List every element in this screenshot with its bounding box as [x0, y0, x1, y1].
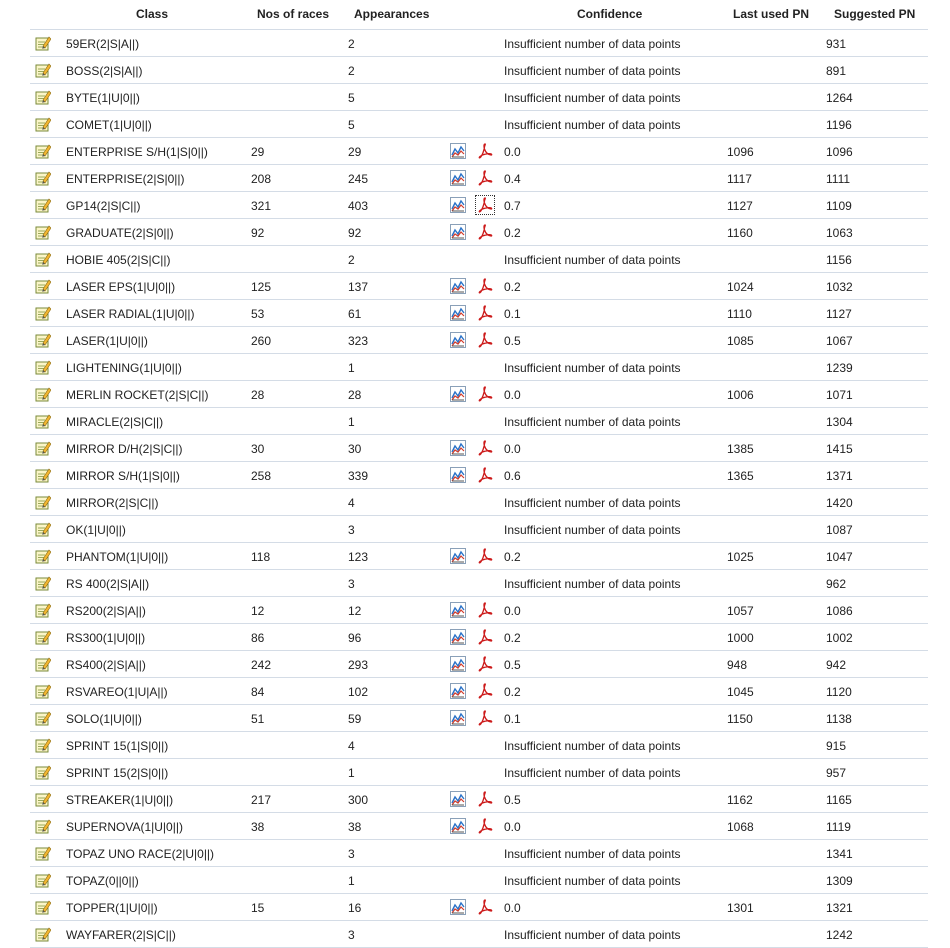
edit-icon[interactable]: [35, 359, 51, 375]
edit-icon[interactable]: [35, 656, 51, 672]
edit-icon[interactable]: [35, 548, 51, 564]
confidence-cell: 0.2: [504, 631, 521, 645]
table-row: [30, 570, 928, 597]
header-appearances[interactable]: Appearances: [354, 7, 430, 21]
races-cell: 28: [251, 388, 265, 402]
appearances-cell: 30: [348, 442, 362, 456]
confidence-cell: Insufficient number of data points: [504, 64, 681, 78]
last-used-pn-cell: 1117: [727, 172, 752, 186]
table-row: [30, 597, 928, 624]
pdf-icon[interactable]: [476, 628, 494, 646]
appearances-cell: 5: [348, 118, 355, 132]
last-used-pn-cell: 1301: [727, 901, 754, 915]
appearances-cell: 59: [348, 712, 362, 726]
confidence-cell: 0.5: [504, 658, 521, 672]
class-cell: RSVAREO(1|U|A||): [66, 685, 168, 699]
edit-icon[interactable]: [35, 872, 51, 888]
table-row: [30, 678, 928, 705]
races-cell: 258: [251, 469, 272, 483]
class-cell: SPRINT 15(2|S|0||): [66, 766, 169, 780]
edit-icon[interactable]: [35, 305, 51, 321]
suggested-pn-cell: 1120: [826, 685, 852, 699]
appearances-cell: 92: [348, 226, 362, 240]
handicap-table: [30, 0, 928, 948]
suggested-pn-cell: 1415: [826, 442, 853, 456]
class-cell: ENTERPRISE(2|S|0||): [66, 172, 185, 186]
table-row: [30, 759, 928, 786]
suggested-pn-cell: 891: [826, 64, 847, 78]
edit-icon[interactable]: [35, 899, 51, 915]
suggested-pn-cell: 1002: [826, 631, 853, 645]
confidence-cell: 0.2: [504, 280, 521, 294]
races-cell: 321: [251, 199, 272, 213]
table-row: [30, 624, 928, 651]
appearances-cell: 5: [348, 91, 355, 105]
table-row: [30, 138, 928, 165]
header-class[interactable]: Class: [136, 7, 169, 21]
confidence-cell: 0.1: [504, 712, 521, 726]
races-cell: 12: [251, 604, 265, 618]
table-row: [30, 219, 928, 246]
confidence-cell: Insufficient number of data points: [504, 118, 681, 132]
appearances-cell: 3: [348, 928, 355, 942]
appearances-cell: 1: [348, 415, 355, 429]
suggested-pn-cell: 1321: [826, 901, 853, 915]
confidence-cell: 0.0: [504, 442, 521, 456]
appearances-cell: 403: [348, 199, 369, 213]
confidence-cell: 0.5: [504, 334, 521, 348]
chart-icon[interactable]: [450, 332, 466, 348]
pdf-icon[interactable]: [476, 277, 494, 295]
table-row: [30, 111, 928, 138]
appearances-cell: 102: [348, 685, 369, 699]
last-used-pn-cell: 1160: [727, 226, 753, 240]
races-cell: 30: [251, 442, 265, 456]
races-cell: 29: [251, 145, 265, 159]
table-row: [30, 705, 928, 732]
edit-icon[interactable]: [35, 926, 51, 942]
pdf-icon[interactable]: [476, 547, 494, 565]
chart-icon[interactable]: [450, 791, 466, 807]
edit-icon[interactable]: [35, 818, 51, 834]
edit-icon[interactable]: [35, 521, 51, 537]
suggested-pn-cell: 957: [826, 766, 847, 780]
chart-icon[interactable]: [450, 170, 466, 186]
suggested-pn-cell: 1239: [826, 361, 853, 375]
suggested-pn-cell: 931: [826, 37, 847, 51]
table-row: [30, 84, 928, 111]
table-row: [30, 840, 928, 867]
pdf-icon[interactable]: [476, 223, 494, 241]
class-cell: SUPERNOVA(1|U|0||): [66, 820, 183, 834]
table-row: [30, 30, 928, 57]
class-cell: LASER EPS(1|U|0||): [66, 280, 176, 294]
table-row: [30, 192, 928, 219]
confidence-cell: Insufficient number of data points: [504, 253, 681, 267]
appearances-cell: 3: [348, 523, 355, 537]
appearances-cell: 61: [348, 307, 362, 321]
class-cell: MIRACLE(2|S|C||): [66, 415, 164, 429]
edit-icon[interactable]: [35, 602, 51, 618]
confidence-cell: 0.2: [504, 685, 521, 699]
pdf-icon[interactable]: [476, 709, 494, 727]
pdf-icon[interactable]: [476, 817, 494, 835]
confidence-cell: 0.6: [504, 469, 521, 483]
pdf-icon[interactable]: [476, 142, 494, 160]
suggested-pn-cell: 1371: [826, 469, 853, 483]
confidence-cell: 0.5: [504, 793, 521, 807]
appearances-cell: 1: [348, 874, 355, 888]
confidence-cell: 0.0: [504, 820, 521, 834]
header-suggested-pn[interactable]: Suggested PN: [834, 7, 916, 21]
chart-icon[interactable]: [450, 683, 466, 699]
edit-icon[interactable]: [35, 386, 51, 402]
appearances-cell: 3: [348, 847, 355, 861]
edit-icon[interactable]: [35, 494, 51, 510]
last-used-pn-cell: 1024: [727, 280, 754, 294]
table-row: [30, 435, 928, 462]
last-used-pn-cell: 1006: [727, 388, 754, 402]
table-row: [30, 327, 928, 354]
class-cell: LASER(1|U|0||): [66, 334, 148, 348]
suggested-pn-cell: 915: [826, 739, 847, 753]
appearances-cell: 339: [348, 469, 369, 483]
chart-icon[interactable]: [450, 548, 466, 564]
confidence-cell: Insufficient number of data points: [504, 874, 681, 888]
pdf-icon[interactable]: [476, 385, 494, 403]
class-cell: COMET(1|U|0||): [66, 118, 152, 132]
appearances-cell: 245: [348, 172, 369, 186]
edit-icon[interactable]: [35, 116, 51, 132]
confidence-cell: 0.0: [504, 388, 521, 402]
table-row: [30, 354, 928, 381]
suggested-pn-cell: 1071: [826, 388, 853, 402]
last-used-pn-cell: 948: [727, 658, 748, 672]
table-row: [30, 408, 928, 435]
suggested-pn-cell: 1242: [826, 928, 853, 942]
class-cell: WAYFARER(2|S|C||): [66, 928, 176, 942]
confidence-cell: 0.2: [504, 550, 521, 564]
chart-icon[interactable]: [450, 224, 466, 240]
class-cell: 59ER(2|S|A||): [66, 37, 140, 51]
suggested-pn-cell: 1063: [826, 226, 853, 240]
table-row: [30, 867, 928, 894]
appearances-cell: 323: [348, 334, 369, 348]
suggested-pn-cell: 1420: [826, 496, 853, 510]
last-used-pn-cell: 1385: [727, 442, 754, 456]
races-cell: 86: [251, 631, 265, 645]
chart-icon[interactable]: [450, 197, 466, 213]
edit-icon[interactable]: [35, 467, 51, 483]
suggested-pn-cell: 1067: [826, 334, 853, 348]
chart-icon[interactable]: [450, 602, 466, 618]
chart-icon[interactable]: [450, 629, 466, 645]
class-cell: RS300(1|U|0||): [66, 631, 146, 645]
suggested-pn-cell: 1138: [826, 712, 852, 726]
edit-icon[interactable]: [35, 197, 51, 213]
edit-icon[interactable]: [35, 440, 51, 456]
edit-icon[interactable]: [35, 332, 51, 348]
last-used-pn-cell: 1045: [727, 685, 754, 699]
class-cell: TOPAZ(0||0||): [66, 874, 139, 888]
edit-icon[interactable]: [35, 845, 51, 861]
last-used-pn-cell: 1057: [727, 604, 754, 618]
races-cell: 15: [251, 901, 265, 915]
appearances-cell: 123: [348, 550, 369, 564]
pdf-icon[interactable]: [476, 331, 494, 349]
chart-icon[interactable]: [450, 818, 466, 834]
class-cell: LIGHTENING(1|U|0||): [66, 361, 182, 375]
suggested-pn-cell: 1096: [826, 145, 853, 159]
edit-icon[interactable]: [35, 710, 51, 726]
chart-icon[interactable]: [450, 899, 466, 915]
edit-icon[interactable]: [35, 575, 51, 591]
table-row: [30, 381, 928, 408]
edit-icon[interactable]: [35, 278, 51, 294]
pdf-icon[interactable]: [476, 601, 494, 619]
pdf-icon[interactable]: [476, 169, 494, 187]
class-cell: ENTERPRISE S/H(1|S|0||): [66, 145, 208, 159]
class-cell: SPRINT 15(1|S|0||): [66, 739, 169, 753]
suggested-pn-cell: 1341: [826, 847, 853, 861]
edit-icon[interactable]: [35, 35, 51, 51]
confidence-cell: Insufficient number of data points: [504, 847, 681, 861]
confidence-cell: Insufficient number of data points: [504, 496, 681, 510]
races-cell: 260: [251, 334, 272, 348]
races-cell: 208: [251, 172, 272, 186]
races-cell: 118: [251, 550, 271, 564]
edit-icon[interactable]: [35, 170, 51, 186]
header-confidence[interactable]: Confidence: [577, 7, 643, 21]
races-cell: 217: [251, 793, 272, 807]
suggested-pn-cell: 1196: [826, 118, 852, 132]
chart-icon[interactable]: [450, 656, 466, 672]
confidence-cell: 0.4: [504, 172, 521, 186]
class-cell: GP14(2|S|C||): [66, 199, 141, 213]
suggested-pn-cell: 1264: [826, 91, 853, 105]
confidence-cell: Insufficient number of data points: [504, 523, 681, 537]
appearances-cell: 1: [348, 766, 355, 780]
appearances-cell: 96: [348, 631, 362, 645]
confidence-cell: Insufficient number of data points: [504, 739, 681, 753]
appearances-cell: 4: [348, 496, 355, 510]
table-row: [30, 651, 928, 678]
class-cell: GRADUATE(2|S|0||): [66, 226, 174, 240]
edit-icon[interactable]: [35, 413, 51, 429]
table-row: [30, 57, 928, 84]
edit-icon[interactable]: [35, 764, 51, 780]
table-body: [30, 30, 928, 948]
confidence-cell: Insufficient number of data points: [504, 766, 681, 780]
table-row: [30, 246, 928, 273]
confidence-cell: 0.7: [504, 199, 521, 213]
table-row: [30, 894, 928, 921]
edit-icon[interactable]: [35, 683, 51, 699]
pdf-icon[interactable]: [476, 466, 494, 484]
appearances-cell: 137: [348, 280, 369, 294]
appearances-cell: 4: [348, 739, 355, 753]
last-used-pn-cell: 1150: [727, 712, 753, 726]
confidence-cell: Insufficient number of data points: [504, 928, 681, 942]
last-used-pn-cell: 1068: [727, 820, 754, 834]
confidence-cell: Insufficient number of data points: [504, 91, 681, 105]
class-cell: RS 400(2|S|A||): [66, 577, 150, 591]
edit-icon[interactable]: [35, 143, 51, 159]
confidence-cell: Insufficient number of data points: [504, 361, 681, 375]
suggested-pn-cell: 962: [826, 577, 847, 591]
pdf-icon[interactable]: [476, 439, 494, 457]
chart-icon[interactable]: [450, 386, 466, 402]
confidence-cell: Insufficient number of data points: [504, 577, 681, 591]
appearances-cell: 293: [348, 658, 369, 672]
suggested-pn-cell: 942: [826, 658, 847, 672]
appearances-cell: 29: [348, 145, 362, 159]
races-cell: 242: [251, 658, 272, 672]
header-races[interactable]: Nos of races: [257, 7, 330, 21]
suggested-pn-cell: 1086: [826, 604, 853, 618]
pdf-icon[interactable]: [476, 196, 494, 214]
appearances-cell: 28: [348, 388, 362, 402]
suggested-pn-cell: 1111: [826, 172, 851, 186]
class-cell: MERLIN ROCKET(2|S|C||): [66, 388, 209, 402]
table-row: [30, 300, 928, 327]
class-cell: MIRROR S/H(1|S|0||): [66, 469, 180, 483]
races-cell: 53: [251, 307, 265, 321]
table-header: [30, 0, 928, 30]
class-cell: BOSS(2|S|A||): [66, 64, 143, 78]
appearances-cell: 12: [348, 604, 362, 618]
suggested-pn-cell: 1165: [826, 793, 852, 807]
pdf-icon[interactable]: [476, 655, 494, 673]
class-cell: RS200(2|S|A||): [66, 604, 146, 618]
table-row: [30, 165, 928, 192]
edit-icon[interactable]: [35, 224, 51, 240]
pdf-icon[interactable]: [476, 790, 494, 808]
last-used-pn-cell: 1110: [727, 307, 752, 321]
chart-icon[interactable]: [450, 305, 466, 321]
suggested-pn-cell: 1127: [826, 307, 852, 321]
chart-icon[interactable]: [450, 710, 466, 726]
chart-icon[interactable]: [450, 467, 466, 483]
pdf-icon[interactable]: [476, 898, 494, 916]
class-cell: TOPPER(1|U|0||): [66, 901, 158, 915]
last-used-pn-cell: 1096: [727, 145, 754, 159]
suggested-pn-cell: 1109: [826, 199, 852, 213]
appearances-cell: 2: [348, 64, 355, 78]
class-cell: SOLO(1|U|0||): [66, 712, 142, 726]
edit-icon[interactable]: [35, 89, 51, 105]
appearances-cell: 16: [348, 901, 362, 915]
class-cell: RS400(2|S|A||): [66, 658, 146, 672]
edit-icon[interactable]: [35, 737, 51, 753]
header-last-used-pn[interactable]: Last used PN: [733, 7, 810, 21]
class-cell: OK(1|U|0||): [66, 523, 126, 537]
class-cell: MIRROR(2|S|C||): [66, 496, 159, 510]
last-used-pn-cell: 1000: [727, 631, 754, 645]
last-used-pn-cell: 1085: [727, 334, 754, 348]
suggested-pn-cell: 1119: [826, 820, 851, 834]
pdf-icon[interactable]: [476, 304, 494, 322]
appearances-cell: 2: [348, 253, 355, 267]
table-row: [30, 786, 928, 813]
chart-icon[interactable]: [450, 278, 466, 294]
suggested-pn-cell: 1304: [826, 415, 853, 429]
class-cell: MIRROR D/H(2|S|C||): [66, 442, 183, 456]
confidence-cell: 0.0: [504, 901, 521, 915]
appearances-cell: 1: [348, 361, 355, 375]
table-row: [30, 462, 928, 489]
table-row: [30, 732, 928, 759]
confidence-cell: 0.1: [504, 307, 521, 321]
suggested-pn-cell: 1309: [826, 874, 853, 888]
races-cell: 125: [251, 280, 272, 294]
appearances-cell: 38: [348, 820, 362, 834]
class-cell: HOBIE 405(2|S|C||): [66, 253, 171, 267]
edit-icon[interactable]: [35, 629, 51, 645]
table-row: [30, 813, 928, 840]
last-used-pn-cell: 1162: [727, 793, 753, 807]
table-row: [30, 489, 928, 516]
class-cell: LASER RADIAL(1|U|0||): [66, 307, 195, 321]
table-row: [30, 516, 928, 543]
confidence-cell: 0.2: [504, 226, 521, 240]
races-cell: 51: [251, 712, 265, 726]
races-cell: 92: [251, 226, 265, 240]
last-used-pn-cell: 1127: [727, 199, 753, 213]
class-cell: PHANTOM(1|U|0||): [66, 550, 169, 564]
suggested-pn-cell: 1032: [826, 280, 853, 294]
chart-icon[interactable]: [450, 143, 466, 159]
last-used-pn-cell: 1025: [727, 550, 754, 564]
appearances-cell: 300: [348, 793, 369, 807]
last-used-pn-cell: 1365: [727, 469, 754, 483]
confidence-cell: 0.0: [504, 145, 521, 159]
appearances-cell: 3: [348, 577, 355, 591]
class-cell: STREAKER(1|U|0||): [66, 793, 174, 807]
class-cell: TOPAZ UNO RACE(2|U|0||): [66, 847, 215, 861]
class-cell: BYTE(1|U|0||): [66, 91, 140, 105]
races-cell: 38: [251, 820, 265, 834]
table-row: [30, 273, 928, 300]
suggested-pn-cell: 1156: [826, 253, 852, 267]
suggested-pn-cell: 1087: [826, 523, 853, 537]
edit-icon[interactable]: [35, 62, 51, 78]
suggested-pn-cell: 1047: [826, 550, 853, 564]
edit-icon[interactable]: [35, 251, 51, 267]
table-row: [30, 543, 928, 570]
edit-icon[interactable]: [35, 791, 51, 807]
appearances-cell: 2: [348, 37, 355, 51]
table-row: [30, 921, 928, 948]
chart-icon[interactable]: [450, 440, 466, 456]
races-cell: 84: [251, 685, 265, 699]
pdf-icon[interactable]: [476, 682, 494, 700]
confidence-cell: Insufficient number of data points: [504, 37, 681, 51]
confidence-cell: Insufficient number of data points: [504, 415, 681, 429]
confidence-cell: 0.0: [504, 604, 521, 618]
